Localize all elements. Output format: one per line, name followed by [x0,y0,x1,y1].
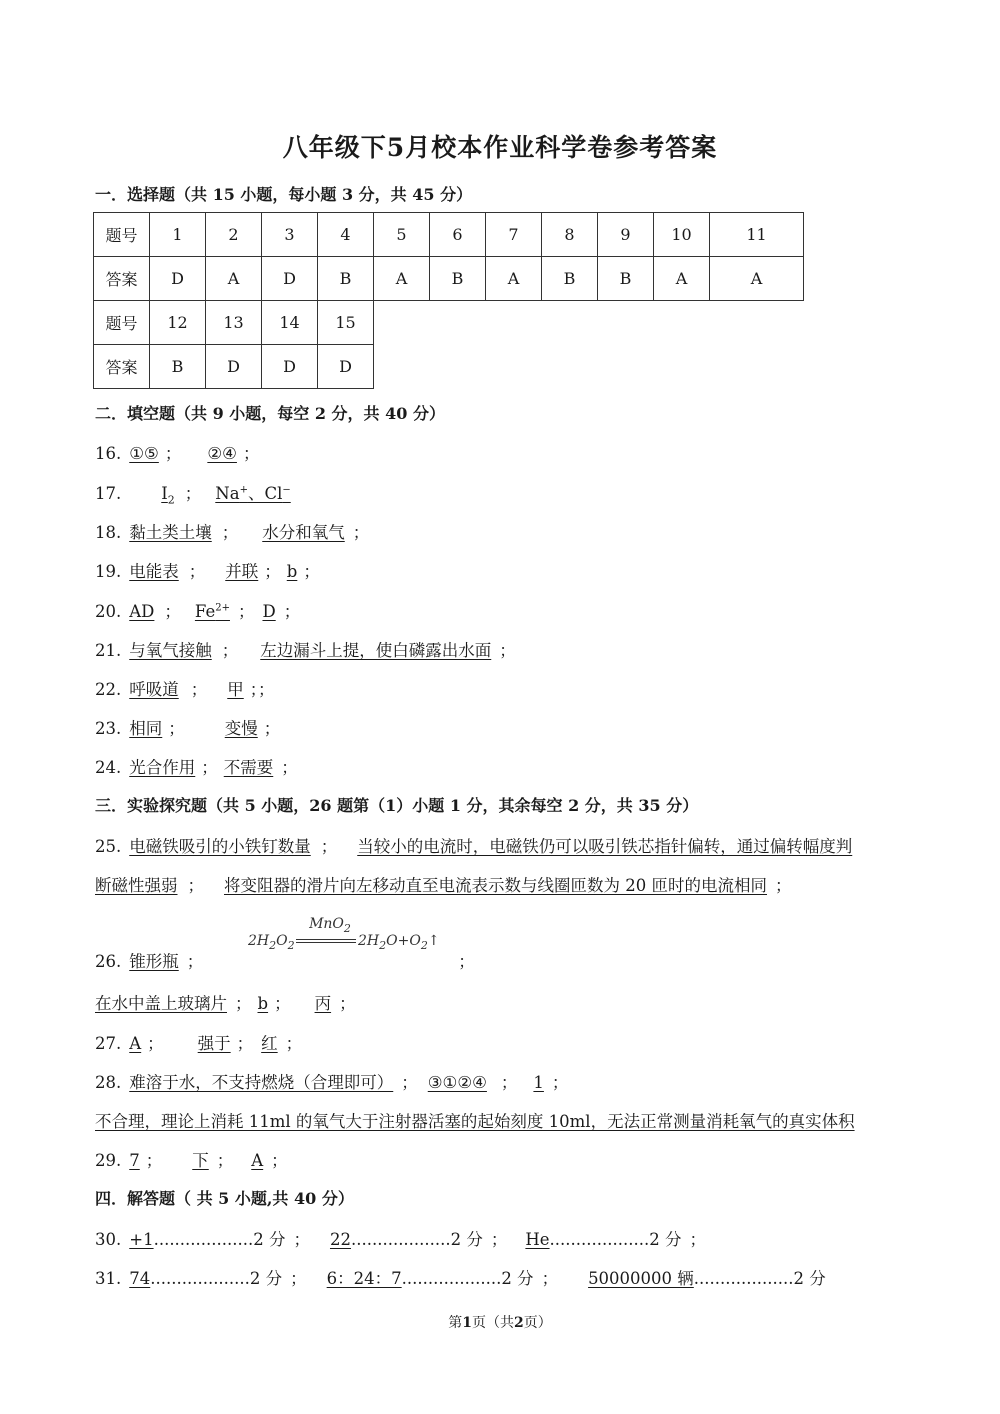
answer-line-31: 31. 74...................2 分 ； 6：24：7...................2 分 ； 50000000 辆...................2 分 [95,1269,826,1288]
answer-line-18: 18. 黏土类土壤 ； 水分和氧气 ； [95,523,370,542]
table-cell: 13 [206,301,262,345]
table-label: 题号 [94,301,150,345]
chemical-equation [248,916,463,958]
table-row [94,213,804,257]
table-cell: A [710,257,804,301]
equation-line [296,942,356,943]
table-cell: B [598,257,654,301]
answer-line-22: 22. 呼吸道 ； 甲 ；； [95,680,275,699]
page-title: 八年级下5月校本作业科学卷参考答案 [282,133,718,162]
table-cell: 15 [318,301,374,345]
table-row [94,301,804,345]
answer-line-29: 29. 7 ； 下 ； A ； [95,1151,288,1170]
table-cell: D [262,257,318,301]
table-cell: B [150,345,206,389]
answer-line-16: 16. ①⑤ ； ②④ ； [95,444,260,463]
table-cell: B [430,257,486,301]
section-heading-solve: 四．解答题（ 共 5 小题,共 40 分） [95,1189,354,1208]
answer-line-26-cont: 在水中盖上玻璃片 ； b ； 丙 ； [95,994,356,1013]
table-cell: A [206,257,262,301]
table-label: 答案 [94,257,150,301]
table-cell: 3 [262,213,318,257]
section-heading-fill: 二．填空题（共 9 小题，每空 2 分，共 40 分） [95,404,445,423]
table-cell: D [262,345,318,389]
table-label: 题号 [94,213,150,257]
table-cell: 7 [486,213,542,257]
table-row [94,257,804,301]
table-cell: 11 [710,213,804,257]
table-cell: D [206,345,262,389]
answer-line-30: 30. +1...................2 分 ； 22...................2 分 ； He...................2 分 ； [95,1230,706,1249]
table-cell: B [318,257,374,301]
table-label: 答案 [94,345,150,389]
section-heading-experiment: 三．实验探究题（共 5 小题，26 题第（1）小题 1 分，其余每空 2 分，共 35 分） [95,796,699,815]
equation-line [296,939,356,940]
page-footer: 第1页（共2页） [448,1315,552,1331]
catalyst-label: MnO$_2$ [309,916,351,935]
table-cell: A [374,257,430,301]
table-cell: 4 [318,213,374,257]
answer-table-row1 [93,212,804,389]
answer-line-24: 24. 光合作用 ； 不需要 ； [95,758,298,777]
table-cell: 9 [598,213,654,257]
answer-line-25: 25. 电磁铁吸引的小铁钉数量 ； 当较小的电流时，电磁铁仍可以吸引铁芯指针偏转，通过偏转幅度判 [95,837,853,856]
table-cell: D [150,257,206,301]
table-cell: 1 [150,213,206,257]
table-cell: 2 [206,213,262,257]
answer-line-25-cont: 断磁性强弱 ； 将变阻器的滑片向左移动直至电流表示数与线圈匝数为 20 匝时的电流相同 ； [95,876,792,895]
answer-line-26: 26. 锥形瓶 ； ； [95,952,475,971]
answer-line-20: 20. AD ； $Fe^{2+}$ ； D ； [95,602,301,621]
answer-line-27: 27. A ； 强于 ； 红 ； [95,1034,303,1053]
table-cell: 8 [542,213,598,257]
section-heading-choice: 一．选择题（共 15 小题，每小题 3 分，共 45 分） [95,185,473,204]
answer-line-21: 21. 与氧气接触 ； 左边漏斗上提，使白磷露出水面 ； [95,641,516,660]
table-cell: A [486,257,542,301]
table-cell: B [542,257,598,301]
table-cell: 14 [262,301,318,345]
table-cell: A [654,257,710,301]
table-cell: 12 [150,301,206,345]
answer-line-19: 19. 电能表 ； 并联 ； b ； [95,562,320,581]
table-cell: 10 [654,213,710,257]
equation-reactant: $2H_2O_2$ [248,933,295,952]
answer-line-28: 28. 难溶于水，不支持燃烧（合理即可） ； ③①②④ ； 1 ； [95,1073,569,1092]
table-row [94,345,804,389]
table-cell: D [318,345,374,389]
answer-line-28-cont: 不合理，理论上消耗 11ml 的氧气大于注射器活塞的起始刻度 10ml，无法正常测量消耗氧气的真实体积 [95,1112,855,1131]
table-cell: 5 [374,213,430,257]
answer-line-23: 23. 相同 ； 变慢 ； [95,719,281,738]
answer-line-17: 17. $I_2$ ； Na+、Cl− [95,484,291,507]
table-cell: 6 [430,213,486,257]
equation-product: $2H_2O+O_2↑$ [358,933,440,952]
